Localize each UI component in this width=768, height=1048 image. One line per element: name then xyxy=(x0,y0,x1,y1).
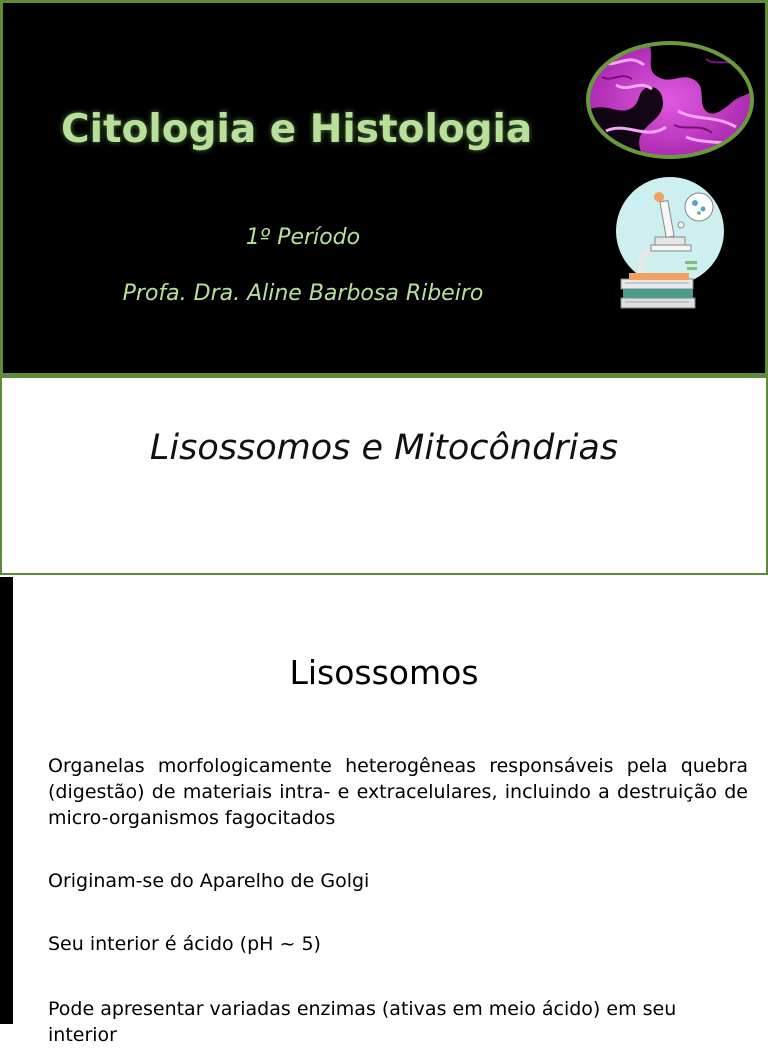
section-slide xyxy=(0,376,768,575)
course-title: Citologia e Histologia xyxy=(61,107,533,152)
slide-left-bar xyxy=(0,577,13,1024)
paragraph-origin: Originam-se do Aparelho de Golgi xyxy=(48,870,370,892)
content-title: Lisossomos xyxy=(289,653,479,692)
cell-micrograph-image xyxy=(586,41,754,159)
title-slide xyxy=(0,0,768,376)
professor-name: Profa. Dra. Aline Barbosa Ribeiro xyxy=(122,281,484,306)
paragraph-enzymes: Pode apresentar variadas enzimas (ativas em meio ácido) em seu interior xyxy=(48,998,677,1046)
paragraph-definition: Organelas morfologicamente heterogêneas responsáveis pela quebra (digestão) de materiais intra- e extracelulares, incluindo a destruição de micro-organismos fagocitados xyxy=(48,755,748,829)
course-period: 1º Período xyxy=(245,225,361,250)
section-title: Lisossomos e Mitocôndrias xyxy=(149,428,619,468)
paragraph-acidity: Seu interior é ácido (pH ~ 5) xyxy=(48,933,321,955)
content-slide xyxy=(0,577,768,1046)
microscope-icon xyxy=(611,175,729,311)
